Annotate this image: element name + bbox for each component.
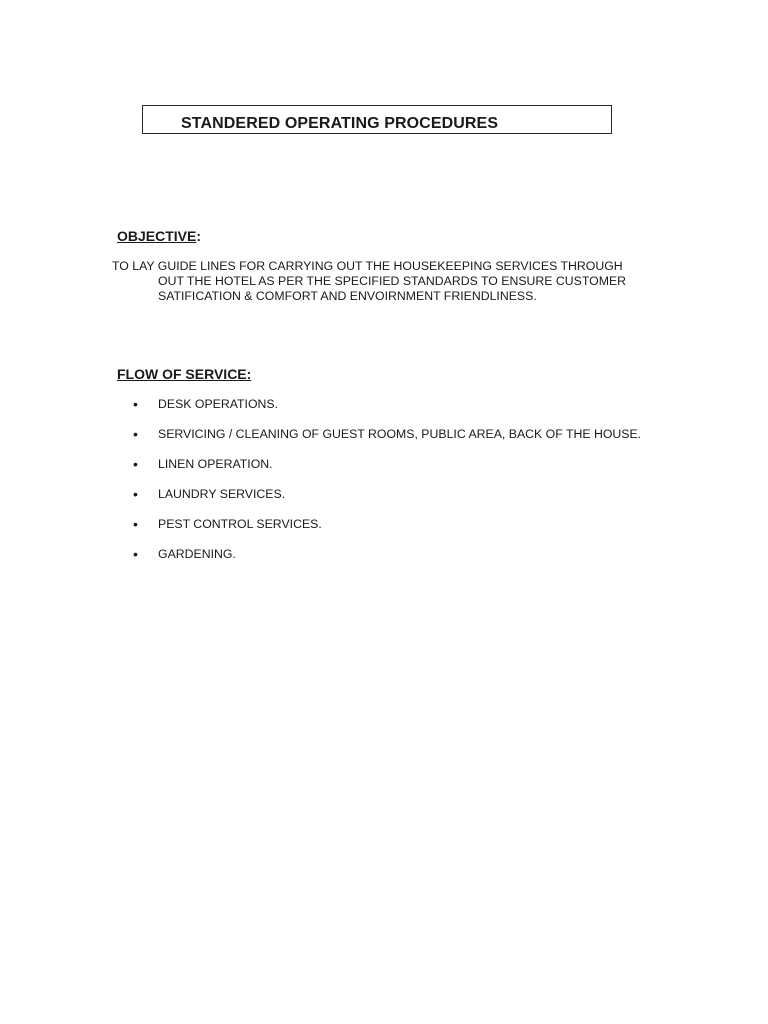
title-box bbox=[142, 105, 612, 134]
list-item-text: LAUNDRY SERVICES. bbox=[158, 487, 286, 501]
document-title: STANDERED OPERATING PROCEDURES bbox=[181, 115, 499, 132]
bullet-icon: • bbox=[133, 426, 138, 442]
flow-of-service-heading-label: FLOW OF SERVICE: bbox=[117, 366, 252, 382]
list-item-text: SERVICING / CLEANING OF GUEST ROOMS, PUBLIC AREA, BACK OF THE HOUSE. bbox=[158, 427, 642, 441]
list-item-text: GARDENING. bbox=[158, 547, 236, 561]
bullet-icon: • bbox=[133, 516, 138, 532]
list-item-text: DESK OPERATIONS. bbox=[158, 397, 279, 411]
flow-of-service-heading bbox=[117, 366, 251, 382]
bullet-icon: • bbox=[133, 546, 138, 562]
objective-paragraph bbox=[112, 259, 672, 304]
objective-line: TO LAY GUIDE LINES FOR CARRYING OUT THE HOUSEKEEPING SERVICES THROUGH bbox=[112, 259, 623, 273]
objective-line: SATIFICATION & COMFORT AND ENVOIRNMENT FRIENDLINESS. bbox=[158, 289, 537, 303]
bullet-icon: • bbox=[133, 396, 138, 412]
list-item-text: LINEN OPERATION. bbox=[158, 457, 273, 471]
objective-line: OUT THE HOTEL AS PER THE SPECIFIED STANDARDS TO ENSURE CUSTOMER bbox=[158, 274, 627, 288]
bullet-icon: • bbox=[133, 486, 138, 502]
objective-heading-colon: : bbox=[196, 228, 202, 244]
objective-heading bbox=[117, 228, 201, 244]
objective-heading-label: OBJECTIVE bbox=[117, 228, 197, 244]
list-item-text: PEST CONTROL SERVICES. bbox=[158, 517, 322, 531]
bullet-icon: • bbox=[133, 456, 138, 472]
